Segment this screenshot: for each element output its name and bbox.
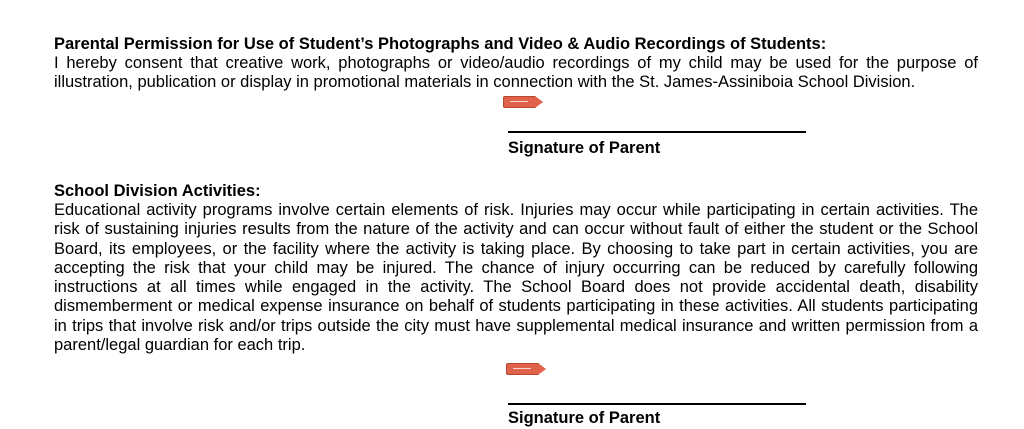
activities-heading: School Division Activities: [54,182,261,200]
permission-heading: Parental Permission for Use of Student’s Photographs and Video & Audio Recordings of Students: [54,35,827,53]
activities-section [54,181,978,355]
sign-here-tag-icon[interactable] [506,363,546,375]
signature-line[interactable] [508,403,806,405]
signature-label: Signature of Parent [508,409,661,427]
permission-body: I hereby consent that creative work, photographs or video/audio recordings of my child may be used for the purpose of illustration, publication or display in promotional materials in connection with the St. James-Assiniboia School Division. [54,54,978,92]
activities-body: Educational activity programs involve certain elements of risk. Injuries may occur while participating in certain activities. The risk of sustaining injuries results from the nature of the activity and can occur without fault of either the student or the School Board, its employees, or the facility where the activity is taking place. By choosing to take part in certain activities, you are accepting the risk that your child may be injured. The chance of injury occurring can be reduced by carefully following instructions at all times while engaged in the activity. The School Board does not provide accidental death, disability dismemberment or medical expense insurance on behalf of students participating in these activities. All students participating in trips that involve risk and/or trips outside the city must have supplemental medical insurance and written permission from a parent/legal guardian for each trip. [54,201,978,355]
signature-line[interactable] [508,131,806,133]
signature-label: Signature of Parent [508,139,661,157]
sign-here-tag-icon[interactable] [503,96,543,108]
permission-section [54,34,978,93]
